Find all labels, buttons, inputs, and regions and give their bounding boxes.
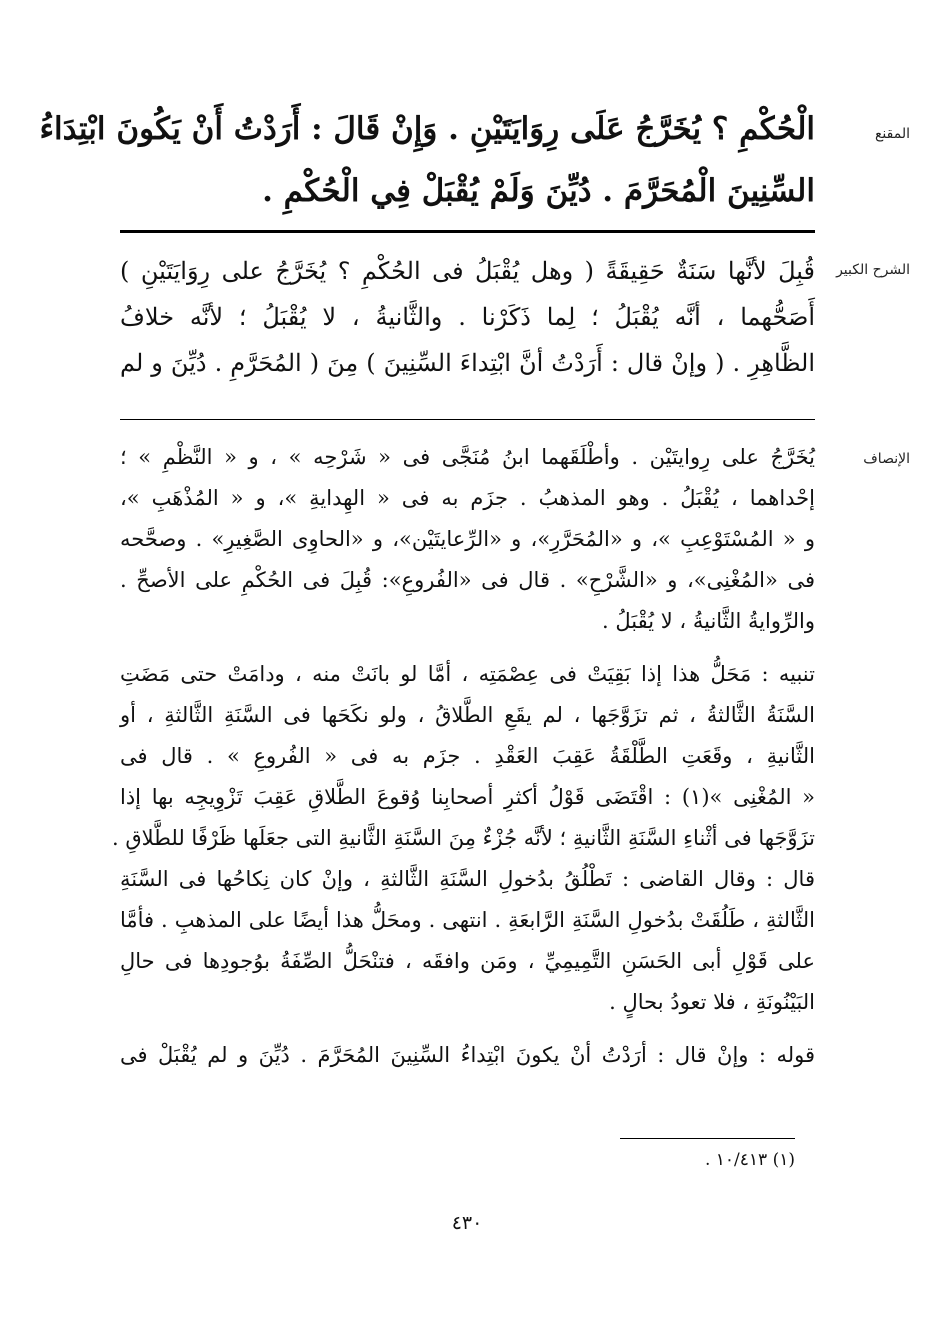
insaf-line: « المُغْنِى »(١) : اقْتَضَى قَوْلُ أكثرِ أصحابِنا وُقوعَ الطَّلاقِ عَقِبَ تَزْوِيجِه بها إذا: [120, 785, 815, 809]
insaf-line: على قَوْلِ أبى الحَسَنِ التَّمِيمِيِّ ، ومَن وافقَه ، فتنْحَلُّ الصِّفَةُ بوُجودِها فى حالِ: [120, 949, 815, 973]
label-insaf: الإنصاف: [863, 451, 910, 467]
muqni-line: الْحُكْمِ ؟ يُخَرَّجُ عَلَى رِوَايَتَيْنِ . وَإِنْ قَالَ : أَرَدْتُ أَنْ يَكُونَ ابْتِدَاءُ: [39, 111, 815, 147]
sharh-line: قُبِلَ لأنَّها سَنَةٌ حَقِيقَةً ( وهل يُقْبَلُ فى الحُكْمِ ؟ يُخَرَّجُ على رِوَايَتَيْنِ ): [120, 257, 815, 285]
footnote-divider: [620, 1138, 795, 1139]
muqni-line: السِّنِينَ الْمُحَرَّمَ . دُيِّنَ وَلَمْ يُقْبَلْ فِي الْحُكْمِ .: [262, 173, 815, 209]
insaf-line: فى «المُغْنِى»، و «الشَّرْحِ» . قال فى «الفُروعِ»: قُبِلَ فى الحُكْمِ على الأصحِّ .: [120, 568, 815, 592]
insaf-line: إحْداهما ، يُقْبَلُ . وهو المذهبُ . جزَم به فى « الهِدايةِ »، و « المُذْهَبِ »،: [120, 486, 815, 510]
insaf-line: قوله : وإنْ قال : أرَدْتُ أنْ يكونَ ابْتِداءُ السِّنِينَ المُحَرَّمَ . دُيِّنَ و لم يُقْبَلْ فى: [120, 1043, 815, 1067]
insaf-line: تزَوَّجَها فى أثْناءِ السَّنَةِ الثَّانيةِ ؛ لأنَّه جُزْءٌ مِنَ السَّنَةِ الثَّانيةِ التى جعَلَها ظَرْفًا للطَّلاقِ .: [112, 826, 815, 850]
insaf-line: يُخَرَّجُ على رِوايتَيْن . وأطْلَقَهما ابنُ مُنَجَّى فى « شَرْحِه » ، و « النَّظْمِ » ؛: [120, 445, 815, 469]
sharh-line: الظَّاهِرِ . ( وإنْ قال : أَرَدْتُ أنَّ ابْتِداءَ السِّنِينَ ) مِنَ ( المُحَرَّمِ . دُيِّنَ و لم: [120, 349, 815, 377]
section-divider-thin: [120, 419, 815, 420]
insaf-line: تنبيه : مَحَلُّ هذا إذا بَقِيَتْ فى عِصْمَتِه ، أمَّا لو بانَتْ منه ، ودامَتْ حتى مَضَتِ: [120, 662, 815, 686]
insaf-line: الثَّالثةِ ، طَلُقَتْ بدُخولِ السَّنَةِ الرَّابعَةِ . انتهى . ومحَلُّ هذا أيضًا على المذهبِ . فأمَّا: [120, 908, 815, 932]
insaf-text: [112, 437, 815, 1076]
insaf-line: قال : وقال القاضى : تَطْلُقُ بدُخولِ السَّنَةِ الثَّالثةِ ، وإنْ كان نِكاحُها فى السَّنَةِ: [120, 867, 815, 891]
insaf-line: والرِّوايةُ الثَّانيةُ ، لا يُقْبَلُ .: [602, 609, 815, 633]
page-number: ٤٣٠: [451, 1212, 483, 1234]
sharh-text: [120, 248, 815, 386]
section-divider-thick: [120, 230, 815, 233]
insaf-line: السَّنَةُ الثَّالثةُ ، ثم تزَوَّجَها ، لم يقَعِ الطَّلاقُ ، ولو نكَحَها فى السَّنَةِ الثَّالثةِ ، أو: [120, 703, 815, 727]
label-sharh: الشرح الكبير: [836, 262, 910, 278]
label-muqni: المقنع: [874, 126, 910, 142]
muqni-text: [39, 98, 815, 222]
insaf-line: الثَّانيةِ ، وقَعَتِ الطَّلْقَةُ عَقِبَ العَقْدِ . جزَم به فى « الفُروعِ » . قال فى: [120, 744, 815, 768]
footnote: (١) ١٠/٤١٣ .: [704, 1150, 795, 1170]
insaf-line: و « المُسْتَوْعِبِ »، و «المُحَرَّرِ»، و «الرِّعايتَيْن»، و «الحاوِى الصَّغِيرِ» . وصحَّحه: [120, 527, 815, 551]
insaf-line: البَيْنُونَةِ ، فلا تعودُ بحالٍ .: [609, 990, 815, 1014]
sharh-line: أَصَحُّهما ، أنَّه يُقْبَلُ ؛ لِما ذَكَرْنا . والثَّانيةُ ، لا يُقْبَلُ ؛ لأنَّه خلافُ: [120, 303, 815, 331]
